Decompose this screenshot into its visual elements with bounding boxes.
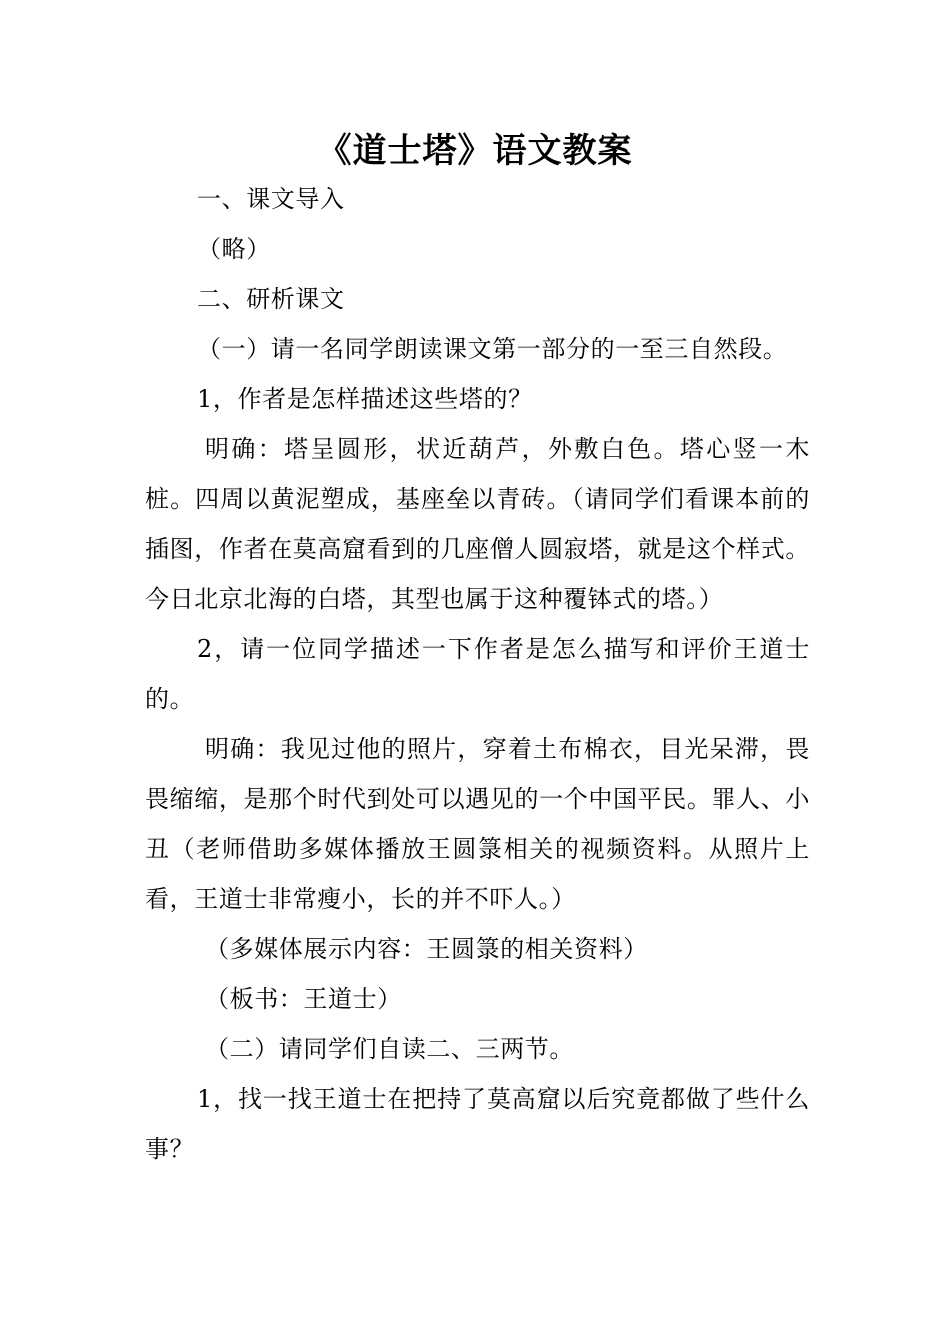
paragraph-omitted: （略） [197,235,271,263]
section-heading-intro: 一、课文导入 [197,185,345,213]
question-1: 1，作者是怎样描述这些塔的？ [197,385,533,413]
question-3: 1，找一找王道士在把持了莫高窟以后究竟都做了些什么事？ [145,1085,810,1163]
answer-1: 明确：塔呈圆形，状近葫芦，外敷白色。塔心竖一木桩。四周以黄泥塑成，基座垒以青砖。（请同学们看课本前的插图，作者在莫高窟看到的几座僧人圆寂塔，就是这个样式。今日北京北海的白塔，其型也属于这种覆钵式的塔。） [145,435,810,613]
document-title: 《道士塔》语文教案 [317,131,633,171]
question-2: 2，请一位同学描述一下作者是怎么描写和评价王道士的。 [145,635,810,713]
section-heading-analysis: 二、研析课文 [197,285,345,313]
answer-2: 明确：我见过他的照片，穿着土布棉衣，目光呆滞，畏畏缩缩，是那个时代到处可以遇见的一个中国平民。罪人、小丑（老师借助多媒体播放王圆箓相关的视频资料。从照片上看，王道士非常瘦小，长的并不吓人。） [145,735,810,913]
paragraph-part-one: （一）请一名同学朗读课文第一部分的一至三自然段。 [197,335,788,363]
paragraph-part-two: （二）请同学们自读二、三两节。 [205,1035,574,1063]
document-body [145,174,810,1174]
multimedia-note: （多媒体展示内容：王圆箓的相关资料） [205,935,648,963]
blackboard-note: （板书：王道士） [205,985,402,1013]
